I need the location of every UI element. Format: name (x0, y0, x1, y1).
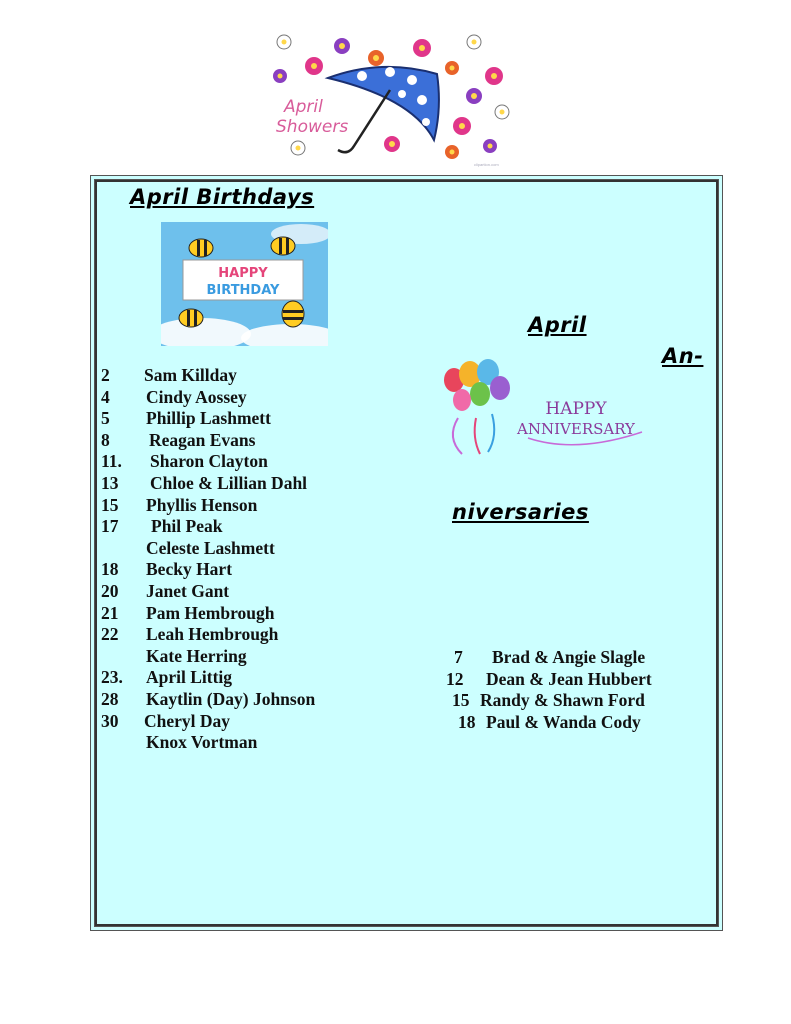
birthday-day: 22 (101, 624, 119, 645)
birthday-row (101, 516, 401, 538)
birthday-name: April Littig (146, 667, 233, 688)
birthday-name: Chloe & Lillian Dahl (150, 472, 308, 493)
birthday-name: Becky Hart (146, 559, 233, 580)
art-credit: clipartion.com (474, 162, 499, 167)
birthday-day: 23. (101, 667, 123, 688)
anniversary-day: 12 (446, 668, 464, 689)
balloons-icon (444, 359, 510, 454)
birthday-name: Cindy Aossey (146, 386, 247, 407)
birthday-row (101, 387, 401, 409)
birthday-row (101, 646, 401, 668)
birthday-name: Phillip Lashmett (146, 408, 271, 429)
birthday-day: 21 (101, 602, 119, 623)
umbrella-icon (328, 67, 439, 152)
anniversary-list (440, 647, 690, 733)
birthday-name: Janet Gant (146, 580, 230, 601)
birthday-row (101, 451, 401, 473)
birthday-row (101, 473, 401, 495)
birthday-row (101, 732, 401, 754)
anniversaries-title-april: April (528, 313, 587, 337)
art-text-april: April (284, 97, 323, 117)
anniversary-day: 15 (452, 690, 470, 711)
birthday-day: 8 (101, 429, 110, 450)
anniversaries-title-niversaries: niversaries (452, 500, 589, 524)
anniversary-day: 7 (454, 647, 463, 667)
anniversary-names: Brad & Angie Slagle (492, 647, 646, 667)
birthday-name: Pam Hembrough (146, 602, 275, 623)
birthday-name: Cheryl Day (144, 710, 231, 731)
anniversary-row (440, 647, 690, 669)
birthday-day: 4 (101, 386, 110, 407)
birthday-name: Celeste Lashmett (146, 537, 275, 558)
birthday-name: Kate Herring (146, 645, 247, 666)
birthday-banner-line1: HAPPY (218, 266, 268, 281)
birthday-row (101, 495, 401, 517)
birthdays-title: April Birthdays (130, 185, 315, 209)
birthday-row (101, 581, 401, 603)
birthday-day: 20 (101, 580, 119, 601)
birthday-row (101, 559, 401, 581)
birthday-name: Leah Hembrough (146, 624, 279, 645)
birthday-day: 28 (101, 688, 119, 709)
birthday-banner-line2: BIRTHDAY (206, 283, 280, 298)
birthday-day: 15 (101, 494, 119, 515)
birthday-name: Reagan Evans (149, 429, 256, 450)
birthday-row (101, 538, 401, 560)
birthday-day: 11. (101, 451, 122, 472)
birthday-name: Kaytlin (Day) Johnson (146, 688, 316, 709)
anniversary-names: Dean & Jean Hubbert (486, 668, 652, 689)
birthday-day: 2 (101, 365, 110, 385)
april-showers-header-art (262, 28, 532, 168)
birthday-name: Phyllis Henson (146, 494, 258, 515)
anniversary-names: Randy & Shawn Ford (480, 690, 645, 711)
anniversary-row (440, 712, 690, 734)
anniversary-row (440, 669, 690, 691)
happy-birthday-image (161, 222, 328, 346)
birthday-name: Sharon Clayton (150, 451, 268, 472)
birthday-row (101, 689, 401, 711)
birthday-day: 18 (101, 559, 119, 580)
birthday-name: Knox Vortman (146, 732, 258, 753)
birthday-row (101, 408, 401, 430)
birthday-day: 17 (101, 516, 119, 537)
birthday-row (101, 711, 401, 733)
art-text-showers: Showers (276, 117, 349, 137)
birthday-name: Sam Killday (144, 365, 237, 385)
happy-anniversary-image (436, 358, 648, 458)
birthday-day: 13 (101, 472, 119, 493)
anniversary-image-line2: ANNIVERSARY (517, 420, 635, 438)
anniversary-names: Paul & Wanda Cody (486, 711, 641, 732)
anniversary-image-line1: HAPPY (545, 399, 607, 419)
birthday-list (101, 365, 401, 754)
birthday-row (101, 624, 401, 646)
anniversaries-title-an: An- (662, 344, 704, 368)
birthday-row (101, 667, 401, 689)
anniversary-day: 18 (458, 711, 476, 732)
birthday-row (101, 430, 401, 452)
birthday-row (101, 365, 401, 387)
birthday-name: Phil Peak (151, 516, 223, 537)
anniversary-row (440, 690, 690, 712)
birthday-day: 30 (101, 710, 119, 731)
birthday-row (101, 603, 401, 625)
birthday-day: 5 (101, 408, 110, 429)
